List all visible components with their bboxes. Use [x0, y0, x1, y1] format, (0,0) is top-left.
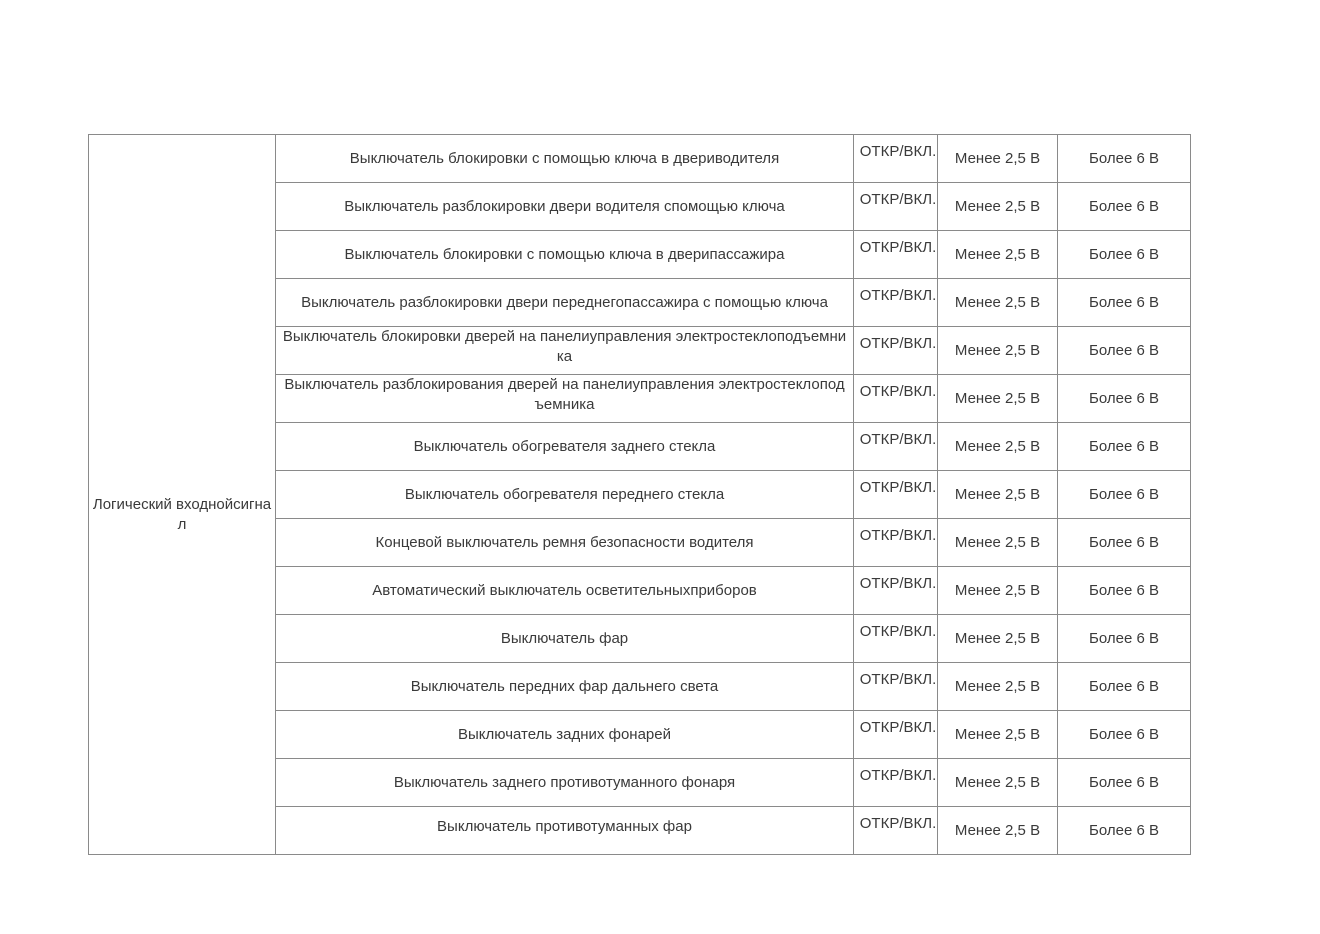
- low-voltage-cell: Менее 2,5 В: [938, 471, 1058, 519]
- signal-table: [88, 134, 1191, 855]
- high-voltage-cell: Более 6 В: [1058, 231, 1191, 279]
- state-cell: ОТКР/ВКЛ.: [854, 183, 938, 231]
- low-voltage-cell: Менее 2,5 В: [938, 423, 1058, 471]
- desc-cell: Выключатель обогревателя заднего стекла: [276, 423, 854, 471]
- high-voltage-cell: Более 6 В: [1058, 135, 1191, 183]
- low-voltage-cell: Менее 2,5 В: [938, 327, 1058, 375]
- state-cell: ОТКР/ВКЛ.: [854, 471, 938, 519]
- low-voltage-cell: Менее 2,5 В: [938, 567, 1058, 615]
- low-voltage-cell: Менее 2,5 В: [938, 615, 1058, 663]
- desc-cell: Выключатель блокировки с помощью ключа в двериводителя: [276, 135, 854, 183]
- high-voltage-cell: Более 6 В: [1058, 375, 1191, 423]
- desc-cell: Концевой выключатель ремня безопасности водителя: [276, 519, 854, 567]
- low-voltage-cell: Менее 2,5 В: [938, 279, 1058, 327]
- desc-cell: Выключатель разблокировки двери водителя спомощью ключа: [276, 183, 854, 231]
- state-cell: ОТКР/ВКЛ.: [854, 663, 938, 711]
- state-cell: ОТКР/ВКЛ.: [854, 711, 938, 759]
- desc-cell: Автоматический выключатель осветительныхприборов: [276, 567, 854, 615]
- state-cell: ОТКР/ВКЛ.: [854, 135, 938, 183]
- state-cell: ОТКР/ВКЛ.: [854, 279, 938, 327]
- table-row: [89, 135, 1191, 183]
- high-voltage-cell: Более 6 В: [1058, 519, 1191, 567]
- high-voltage-cell: Более 6 В: [1058, 471, 1191, 519]
- high-voltage-cell: Более 6 В: [1058, 759, 1191, 807]
- state-cell: ОТКР/ВКЛ.: [854, 327, 938, 375]
- state-cell: ОТКР/ВКЛ.: [854, 759, 938, 807]
- low-voltage-cell: Менее 2,5 В: [938, 135, 1058, 183]
- high-voltage-cell: Более 6 В: [1058, 327, 1191, 375]
- state-cell: ОТКР/ВКЛ.: [854, 423, 938, 471]
- high-voltage-cell: Более 6 В: [1058, 183, 1191, 231]
- low-voltage-cell: Менее 2,5 В: [938, 183, 1058, 231]
- desc-cell: Выключатель обогревателя переднего стекла: [276, 471, 854, 519]
- low-voltage-cell: Менее 2,5 В: [938, 807, 1058, 855]
- state-cell: ОТКР/ВКЛ.: [854, 375, 938, 423]
- state-cell: ОТКР/ВКЛ.: [854, 231, 938, 279]
- desc-cell: Выключатель фар: [276, 615, 854, 663]
- high-voltage-cell: Более 6 В: [1058, 423, 1191, 471]
- low-voltage-cell: Менее 2,5 В: [938, 375, 1058, 423]
- group-cell: [89, 135, 276, 855]
- low-voltage-cell: Менее 2,5 В: [938, 711, 1058, 759]
- high-voltage-cell: Более 6 В: [1058, 567, 1191, 615]
- desc-cell: Выключатель задних фонарей: [276, 711, 854, 759]
- high-voltage-cell: Более 6 В: [1058, 663, 1191, 711]
- state-cell: ОТКР/ВКЛ.: [854, 615, 938, 663]
- low-voltage-cell: Менее 2,5 В: [938, 231, 1058, 279]
- desc-cell: Выключатель заднего противотуманного фонаря: [276, 759, 854, 807]
- desc-cell: Выключатель блокировки с помощью ключа в дверипассажира: [276, 231, 854, 279]
- desc-cell: Выключатель разблокировки двери переднегопассажира с помощью ключа: [276, 279, 854, 327]
- state-cell: ОТКР/ВКЛ.: [854, 807, 938, 855]
- low-voltage-cell: Менее 2,5 В: [938, 519, 1058, 567]
- high-voltage-cell: Более 6 В: [1058, 807, 1191, 855]
- desc-cell: Выключатель передних фар дальнего света: [276, 663, 854, 711]
- state-cell: ОТКР/ВКЛ.: [854, 519, 938, 567]
- high-voltage-cell: Более 6 В: [1058, 711, 1191, 759]
- desc-cell: Выключатель блокировки дверей на панелиуправления электростеклоподъемника: [276, 327, 854, 375]
- group-label: Логический входнойсигнал: [92, 495, 272, 533]
- desc-cell: Выключатель противотуманных фар: [276, 807, 854, 855]
- desc-cell: Выключатель разблокирования дверей на панелиуправления электростеклоподъемника: [276, 375, 854, 423]
- signal-table-body: [89, 135, 1191, 855]
- state-cell: ОТКР/ВКЛ.: [854, 567, 938, 615]
- low-voltage-cell: Менее 2,5 В: [938, 663, 1058, 711]
- low-voltage-cell: Менее 2,5 В: [938, 759, 1058, 807]
- high-voltage-cell: Более 6 В: [1058, 615, 1191, 663]
- high-voltage-cell: Более 6 В: [1058, 279, 1191, 327]
